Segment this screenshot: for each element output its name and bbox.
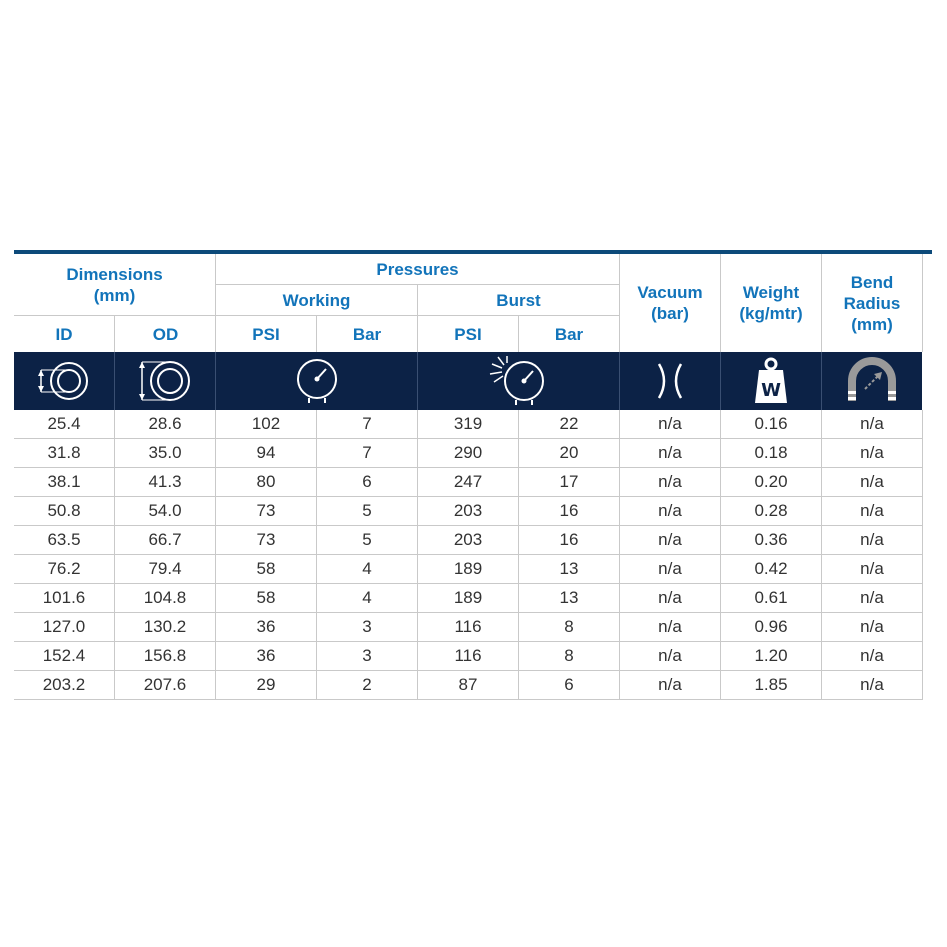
cell-burst-bar: 13 [559, 559, 579, 578]
cell-od: 54.0 [148, 501, 182, 520]
cell-od: 41.3 [148, 472, 182, 491]
cell-id: 127.0 [42, 617, 86, 636]
cell-vacuum: n/a [658, 559, 682, 578]
header-dimensions: Dimensions (mm) [66, 264, 163, 305]
grid-line [922, 254, 923, 352]
cell-burst-bar: 20 [559, 443, 579, 462]
table-row [14, 642, 922, 671]
table-row [14, 671, 922, 700]
cell-bend-radius: n/a [860, 675, 884, 694]
cell-working-bar: 5 [362, 530, 372, 549]
cell-burst-psi: 203 [453, 501, 483, 520]
cell-od: 28.6 [148, 414, 182, 433]
grid-line [922, 410, 923, 700]
weight-letter: W [761, 380, 781, 401]
cell-burst-psi: 189 [453, 588, 483, 607]
icon-band [14, 352, 922, 410]
grid-line [316, 410, 317, 700]
cell-bend-radius: n/a [860, 414, 884, 433]
cell-working-psi: 58 [256, 559, 276, 578]
cell-bend-radius: n/a [860, 443, 884, 462]
grid-line [619, 410, 620, 700]
cell-working-bar: 6 [362, 472, 372, 491]
cell-bend-radius: n/a [860, 588, 884, 607]
cell-burst-psi: 319 [453, 414, 483, 433]
header-weight: Weight (kg/mtr) [739, 283, 803, 323]
table-row [14, 497, 922, 526]
table-row [14, 584, 922, 613]
cell-burst-psi: 247 [453, 472, 483, 491]
header-burst: Burst [496, 290, 541, 310]
table-row [14, 468, 922, 497]
cell-working-psi: 80 [256, 472, 276, 491]
cell-weight: 0.28 [754, 501, 788, 520]
cell-burst-bar: 22 [559, 414, 579, 433]
header-od: OD [152, 324, 179, 344]
grid-line [720, 410, 721, 700]
grid-line [215, 410, 216, 700]
cell-weight: 0.61 [754, 588, 788, 607]
inner-diameter-icon [14, 352, 114, 410]
cell-bend-radius: n/a [860, 559, 884, 578]
cell-vacuum: n/a [658, 501, 682, 520]
cell-od: 104.8 [143, 588, 187, 607]
table-row [14, 613, 922, 642]
cell-working-bar: 4 [362, 559, 372, 578]
cell-burst-bar: 16 [559, 530, 579, 549]
cell-working-psi: 29 [256, 675, 276, 694]
cell-vacuum: n/a [658, 617, 682, 636]
cell-vacuum: n/a [658, 414, 682, 433]
header-id: ID [55, 324, 73, 344]
cell-working-psi: 102 [251, 414, 281, 433]
cell-weight: 1.85 [754, 675, 788, 694]
header-pressures: Pressures [376, 259, 459, 279]
cell-weight: 0.16 [754, 414, 788, 433]
cell-od: 35.0 [148, 443, 182, 462]
cell-burst-bar: 13 [559, 588, 579, 607]
cell-working-bar: 2 [362, 675, 372, 694]
cell-working-bar: 3 [362, 646, 372, 665]
bend-radius-icon [822, 352, 922, 410]
cell-id: 50.8 [47, 501, 81, 520]
cell-bend-radius: n/a [860, 646, 884, 665]
header-burst-bar: Bar [554, 324, 584, 344]
grid-line [417, 410, 418, 700]
cell-weight: 0.96 [754, 617, 788, 636]
cell-working-psi: 73 [256, 530, 276, 549]
cell-working-psi: 36 [256, 617, 276, 636]
cell-working-bar: 7 [362, 414, 372, 433]
cell-working-psi: 94 [256, 443, 276, 462]
pressure-gauge-icon [216, 352, 417, 410]
cell-working-bar: 4 [362, 588, 372, 607]
cell-burst-psi: 189 [453, 559, 483, 578]
cell-working-psi: 73 [256, 501, 276, 520]
cell-working-bar: 7 [362, 443, 372, 462]
cell-od: 207.6 [143, 675, 187, 694]
cell-od: 130.2 [143, 617, 187, 636]
cell-burst-psi: 116 [454, 617, 482, 636]
cell-bend-radius: n/a [860, 617, 884, 636]
header-bend-radius: Bend Radius (mm) [843, 272, 901, 334]
table-row [14, 555, 922, 584]
table-row [14, 439, 922, 468]
cell-weight: 0.20 [754, 472, 788, 491]
cell-id: 63.5 [47, 530, 81, 549]
cell-vacuum: n/a [658, 530, 682, 549]
cell-vacuum: n/a [658, 646, 682, 665]
cell-id: 203.2 [42, 675, 86, 694]
burst-gauge-icon [418, 352, 619, 410]
cell-burst-psi: 116 [454, 646, 482, 665]
cell-burst-bar: 16 [559, 501, 579, 520]
cell-id: 152.4 [42, 646, 86, 665]
cell-weight: 1.20 [754, 646, 788, 665]
cell-burst-psi: 203 [453, 530, 483, 549]
cell-id: 25.4 [47, 414, 81, 433]
table-row [14, 410, 922, 439]
cell-vacuum: n/a [658, 675, 682, 694]
cell-weight: 0.42 [754, 559, 788, 578]
header-burst-psi: PSI [454, 324, 482, 344]
cell-burst-psi: 87 [458, 675, 478, 694]
cell-vacuum: n/a [658, 472, 682, 491]
cell-vacuum: n/a [658, 588, 682, 607]
cell-bend-radius: n/a [860, 472, 884, 491]
header-working: Working [282, 290, 351, 310]
outer-diameter-icon [115, 352, 215, 410]
cell-bend-radius: n/a [860, 501, 884, 520]
cell-id: 101.6 [42, 588, 86, 607]
cell-weight: 0.18 [754, 443, 788, 462]
grid-line [114, 410, 115, 700]
cell-od: 79.4 [148, 559, 182, 578]
cell-working-psi: 36 [256, 646, 276, 665]
table-row [14, 526, 922, 555]
cell-burst-bar: 17 [559, 472, 579, 491]
cell-burst-bar: 8 [564, 617, 574, 636]
cell-working-bar: 5 [362, 501, 372, 520]
cell-working-bar: 3 [362, 617, 372, 636]
cell-bend-radius: n/a [860, 530, 884, 549]
cell-od: 156.8 [143, 646, 187, 665]
spec-table [14, 250, 932, 694]
cell-id: 76.2 [47, 559, 81, 578]
grid-line [518, 410, 519, 700]
header-working-psi: PSI [252, 324, 280, 344]
cell-working-psi: 58 [256, 588, 276, 607]
grid-line [821, 410, 822, 700]
cell-vacuum: n/a [658, 443, 682, 462]
cell-burst-bar: 6 [564, 675, 574, 694]
header-working-bar: Bar [352, 324, 382, 344]
cell-id: 31.8 [47, 443, 81, 462]
cell-id: 38.1 [47, 472, 81, 491]
weight-icon [721, 352, 821, 410]
cell-burst-bar: 8 [564, 646, 574, 665]
header-vacuum: Vacuum (bar) [637, 283, 703, 323]
vacuum-icon [620, 352, 720, 410]
cell-weight: 0.36 [754, 530, 788, 549]
cell-od: 66.7 [148, 530, 182, 549]
cell-burst-psi: 290 [453, 443, 483, 462]
